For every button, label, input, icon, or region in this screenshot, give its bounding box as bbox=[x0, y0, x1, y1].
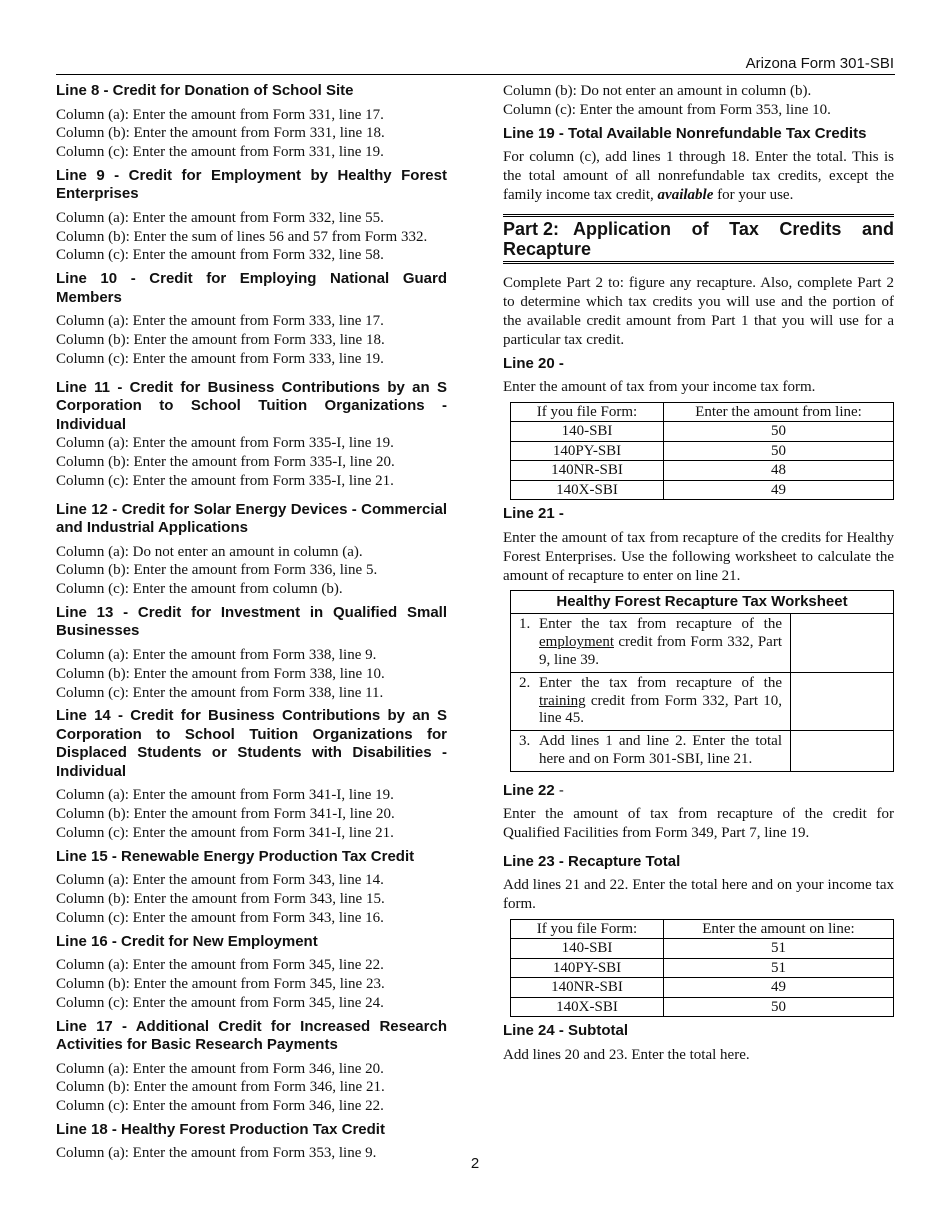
instruction-line: Column (c): Enter the amount from Form 353, line 10. bbox=[503, 101, 831, 118]
part-heading: Application of Tax Credits and bbox=[573, 219, 894, 240]
instruction-line: Column (a): Enter the amount from Form 346, line 20. bbox=[56, 1060, 384, 1077]
section-line-15 bbox=[56, 848, 447, 928]
section-heading: Line 16 - Credit for New Employment bbox=[56, 932, 318, 950]
paragraph: Add lines 20 and 23. Enter the total here. bbox=[503, 1046, 750, 1063]
section-heading: Line 17 - Additional Credit for Increased Research Activities for Basic Research Payments bbox=[56, 1017, 447, 1054]
line-cell: 51 bbox=[664, 958, 894, 978]
section-line-11 bbox=[56, 379, 447, 491]
instruction-line: Column (c): Enter the amount from Form 331, line 19. bbox=[56, 144, 384, 161]
paragraph: For column (c), add lines 1 through 18. Enter the total. This is the total amount of all nonrefundable tax credits, except the family income tax credit, available for your use. bbox=[503, 149, 894, 203]
section-heading: Line 21 - bbox=[503, 505, 564, 523]
line-cell: 49 bbox=[664, 978, 894, 998]
worksheet-row bbox=[511, 614, 894, 672]
section-line-13 bbox=[56, 604, 447, 702]
section-heading: Line 9 - Credit for Employment by Healthy Forest Enterprises bbox=[56, 166, 447, 203]
section-heading: Line 19 - Total Available Nonrefundable Tax Credits bbox=[503, 124, 867, 142]
instruction-line: Column (a): Enter the amount from Form 333, line 17. bbox=[56, 313, 384, 330]
instruction-line: Column (b): Enter the amount from Form 345, line 23. bbox=[56, 975, 385, 992]
line-20-table bbox=[510, 402, 894, 501]
form-cell: 140NR-SBI bbox=[511, 978, 664, 998]
item-text: Enter the tax from recapture of the employment credit from Form 332, Part 9, line 39. bbox=[539, 616, 782, 668]
instruction-line: Column (a): Enter the amount from Form 345, line 22. bbox=[56, 957, 384, 974]
paragraph: Enter the amount of tax from your income tax form. bbox=[503, 379, 816, 396]
section-heading: Line 8 - Credit for Donation of School Site bbox=[56, 82, 354, 99]
paragraph: Enter the amount of tax from recapture of the credit for Qualified Facilities from Form 349, Part 7, line 19. bbox=[503, 806, 894, 842]
section-line-18-continued bbox=[503, 82, 894, 120]
section-heading: Line 18 - Healthy Forest Production Tax Credit bbox=[56, 1120, 385, 1138]
section-heading: Line 22 - bbox=[503, 781, 564, 799]
form-title: Arizona Form 301-SBI bbox=[745, 55, 894, 72]
item-number: 3. bbox=[519, 733, 531, 750]
instruction-line: Column (a): Enter the amount from Form 343, line 14. bbox=[56, 872, 384, 889]
worksheet-row bbox=[511, 731, 894, 772]
table-row bbox=[511, 480, 894, 500]
instruction-line: Column (c): Enter the amount from Form 335-I, line 21. bbox=[56, 472, 394, 489]
column-header: If you file Form: bbox=[511, 919, 664, 939]
table-row bbox=[511, 939, 894, 959]
instruction-line: Column (b): Enter the amount from Form 335-I, line 20. bbox=[56, 453, 395, 470]
instruction-line: Column (a): Enter the amount from Form 331, line 17. bbox=[56, 106, 384, 123]
worksheet-row bbox=[511, 672, 894, 730]
item-number: 1. bbox=[519, 616, 531, 633]
line-23-table bbox=[510, 919, 894, 1018]
instruction-line: Column (c): Enter the amount from Form 345, line 24. bbox=[56, 994, 384, 1011]
section-heading: Line 15 - Renewable Energy Production Tax Credit bbox=[56, 847, 415, 865]
instruction-line: Column (c): Enter the amount from Form 343, line 16. bbox=[56, 909, 384, 926]
form-cell: 140-SBI bbox=[511, 939, 664, 959]
instruction-line: Column (c): Enter the amount from Form 338, line 11. bbox=[56, 684, 384, 701]
instruction-line: Column (b): Enter the amount from Form 346, line 21. bbox=[56, 1079, 385, 1096]
line-cell: 50 bbox=[664, 997, 894, 1017]
instruction-line: Column (a): Do not enter an amount in column (a). bbox=[56, 543, 363, 560]
section-heading: Line 13 - Credit for Investment in Qualified Small Businesses bbox=[56, 603, 447, 640]
section-line-21 bbox=[503, 505, 894, 771]
page-number: 2 bbox=[470, 1155, 480, 1172]
section-line-20 bbox=[503, 355, 894, 501]
instruction-line: Column (b): Do not enter an amount in column (b). bbox=[503, 83, 812, 99]
section-heading: Line 20 - bbox=[503, 354, 564, 372]
paragraph: Complete Part 2 to: figure any recapture. Also, complete Part 2 to determine which tax credits you will use and the portion of the available credit amount from Part 1 that you will use for a particular tax credit. bbox=[503, 275, 894, 348]
instruction-line: Column (c): Enter the amount from Form 333, line 19. bbox=[56, 350, 384, 367]
section-heading: Line 23 - Recapture Total bbox=[503, 852, 681, 870]
section-line-17 bbox=[56, 1018, 447, 1116]
instruction-line: Column (a): Enter the amount from Form 353, line 9. bbox=[56, 1145, 377, 1162]
section-line-8 bbox=[56, 82, 447, 162]
right-column bbox=[503, 82, 894, 1065]
line-cell: 49 bbox=[664, 480, 894, 500]
table-row bbox=[511, 441, 894, 461]
section-heading: Line 24 - Subtotal bbox=[503, 1022, 629, 1040]
instruction-line: Column (c): Enter the amount from Form 341-I, line 21. bbox=[56, 824, 394, 841]
instruction-line: Column (b): Enter the amount from Form 338, line 10. bbox=[56, 665, 385, 682]
table-row bbox=[511, 958, 894, 978]
table-row bbox=[511, 978, 894, 998]
instruction-line: Column (a): Enter the amount from Form 341-I, line 19. bbox=[56, 787, 394, 804]
line-cell: 50 bbox=[664, 422, 894, 442]
line-cell: 48 bbox=[664, 461, 894, 481]
form-cell: 140NR-SBI bbox=[511, 461, 664, 481]
section-line-14 bbox=[56, 707, 447, 842]
amount-field[interactable] bbox=[791, 731, 894, 772]
table-row bbox=[511, 997, 894, 1017]
section-heading: Line 10 - Credit for Employing National Guard Members bbox=[56, 270, 447, 306]
section-heading: Line 12 - Credit for Solar Energy Devices - Commercial and Industrial Applications bbox=[56, 500, 447, 537]
item-number: 2. bbox=[519, 674, 531, 691]
instruction-line: Column (b): Enter the sum of lines 56 and 57 from Form 332. bbox=[56, 228, 428, 245]
form-cell: 140-SBI bbox=[511, 422, 664, 442]
column-header: Enter the amount from line: bbox=[664, 402, 894, 422]
section-line-22 bbox=[503, 782, 894, 843]
instruction-line: Column (c): Enter the amount from column (b). bbox=[56, 581, 343, 598]
instruction-line: Column (a): Enter the amount from Form 335-I, line 19. bbox=[56, 435, 394, 452]
worksheet-title: Healthy Forest Recapture Tax Worksheet bbox=[511, 591, 894, 614]
paragraph: Add lines 21 and 22. Enter the total here and on your income tax form. bbox=[503, 877, 894, 913]
instruction-line: Column (b): Enter the amount from Form 333, line 18. bbox=[56, 332, 385, 349]
form-cell: 140X-SBI bbox=[511, 997, 664, 1017]
section-line-19 bbox=[503, 125, 894, 205]
instruction-line: Column (c): Enter the amount from Form 332, line 58. bbox=[56, 247, 384, 264]
table-row bbox=[511, 422, 894, 442]
section-heading: Line 11 - Credit for Business Contributions by an S Corporation to School Tuition Organizations - Individual bbox=[56, 378, 447, 433]
section-line-16 bbox=[56, 933, 447, 1013]
form-cell: 140PY-SBI bbox=[511, 958, 664, 978]
section-line-12 bbox=[56, 501, 447, 599]
paragraph: Enter the amount of tax from recapture of the credits for Healthy Forest Enterprises. Use the following worksheet to calculate the amount of recapture to enter on line 21. bbox=[503, 529, 894, 584]
left-column bbox=[56, 82, 447, 1163]
line-cell: 50 bbox=[664, 441, 894, 461]
instruction-line: Column (b): Enter the amount from Form 343, line 15. bbox=[56, 891, 385, 908]
instruction-line: Column (b): Enter the amount from Form 331, line 18. bbox=[56, 125, 385, 142]
table-row bbox=[511, 461, 894, 481]
amount-field[interactable] bbox=[791, 672, 894, 730]
instruction-line: Column (b): Enter the amount from Form 341-I, line 20. bbox=[56, 806, 395, 823]
table-header-row bbox=[511, 919, 894, 939]
recapture-worksheet bbox=[510, 590, 894, 771]
instruction-line: Column (a): Enter the amount from Form 332, line 55. bbox=[56, 209, 384, 226]
table-header-row bbox=[511, 402, 894, 422]
section-line-10 bbox=[56, 270, 447, 368]
header-rule bbox=[56, 74, 895, 75]
section-line-23 bbox=[503, 853, 894, 1018]
instruction-line: Column (a): Enter the amount from Form 338, line 9. bbox=[56, 646, 377, 663]
section-heading: Line 14 - Credit for Business Contributions by an S Corporation to School Tuition Organizations for Displaced Students or Students with Disabilities - Individual bbox=[56, 707, 447, 780]
form-cell: 140X-SBI bbox=[511, 480, 664, 500]
amount-field[interactable] bbox=[791, 614, 894, 672]
part-2-title: Part 2: Application of Tax Credits and Recapture bbox=[503, 214, 894, 264]
column-header: Enter the amount on line: bbox=[664, 919, 894, 939]
column-header: If you file Form: bbox=[511, 402, 664, 422]
part-label: Part 2: bbox=[503, 219, 560, 240]
line-cell: 51 bbox=[664, 939, 894, 959]
instruction-line: Column (b): Enter the amount from Form 336, line 5. bbox=[56, 562, 378, 579]
form-cell: 140PY-SBI bbox=[511, 441, 664, 461]
item-text: Add lines 1 and line 2. Enter the total here and on Form 301-SBI, line 21. bbox=[539, 733, 782, 767]
section-line-24 bbox=[503, 1022, 894, 1064]
item-text: Enter the tax from recapture of the training credit from Form 332, Part 10, line 45. bbox=[539, 674, 782, 727]
instruction-line: Column (c): Enter the amount from Form 346, line 22. bbox=[56, 1098, 384, 1115]
emphasis-available: available bbox=[657, 186, 714, 203]
section-line-9 bbox=[56, 167, 447, 265]
